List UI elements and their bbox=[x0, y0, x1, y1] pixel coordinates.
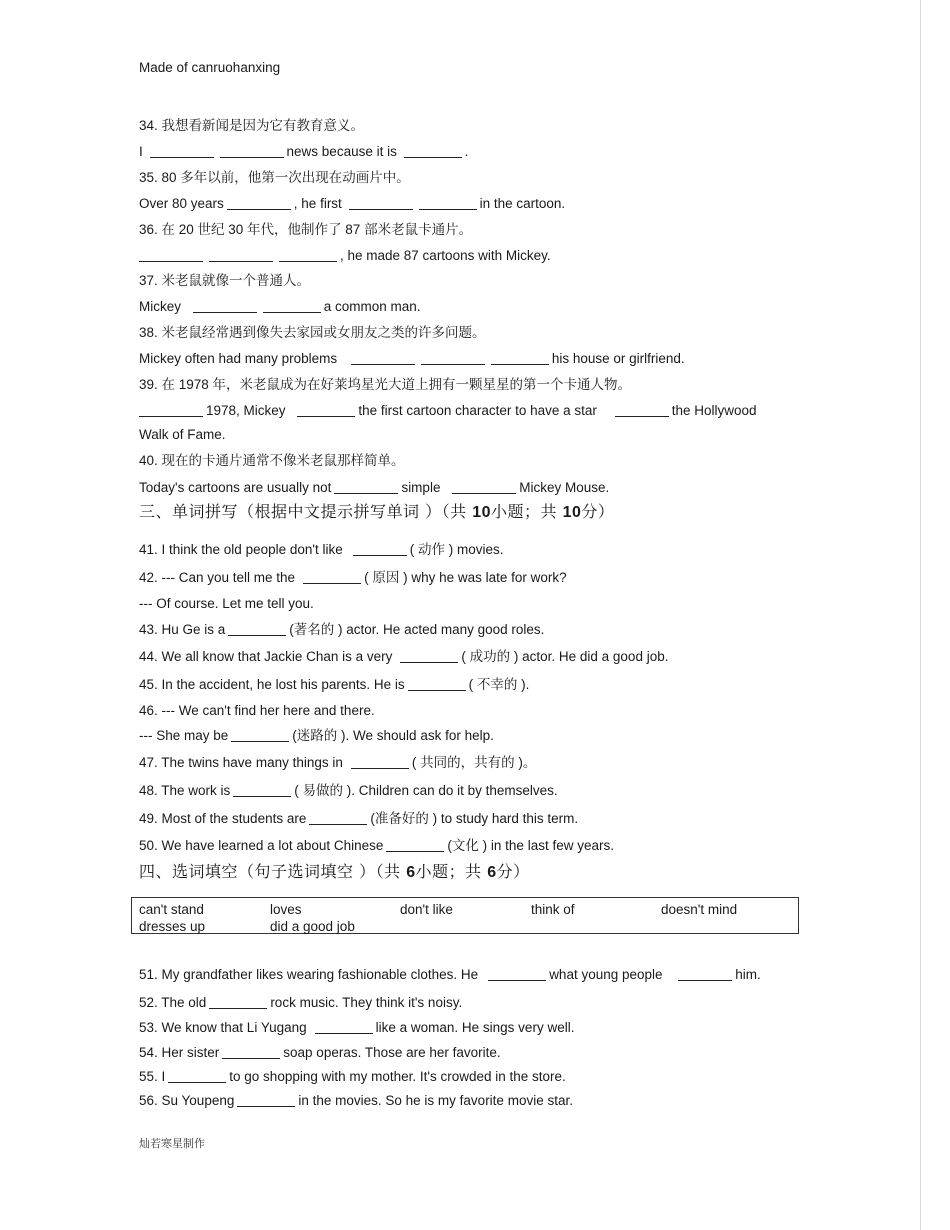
answer-blank[interactable] bbox=[491, 351, 549, 365]
word-option: don't like bbox=[400, 902, 453, 917]
q36-chinese: 36. 在 20 世纪 30 年代，他制作了 87 部米老鼠卡通片。 bbox=[139, 222, 473, 237]
q34-chinese: 34. 我想看新闻是因为它有教育意义。 bbox=[139, 118, 365, 133]
answer-blank[interactable] bbox=[615, 403, 669, 417]
footer-text: 灿若寒星制作 bbox=[139, 1137, 205, 1150]
answer-blank[interactable] bbox=[139, 403, 203, 417]
page-edge bbox=[920, 0, 921, 1230]
q47: 47. The twins have many things in ( 共同的，共有的 )。 bbox=[139, 755, 537, 770]
answer-blank[interactable] bbox=[351, 351, 415, 365]
section-4-heading: 四、选词填空（句子选词填空 ）（共 6小题；共 6分） bbox=[139, 862, 530, 881]
q54: 54. Her sister soap operas. Those are her favorite. bbox=[139, 1045, 501, 1060]
answer-blank[interactable] bbox=[309, 811, 367, 825]
q46: 46. --- We can't find her here and there. bbox=[139, 703, 375, 718]
word-option: dresses up bbox=[139, 919, 206, 934]
answer-blank[interactable] bbox=[452, 480, 516, 494]
answer-blank[interactable] bbox=[349, 196, 413, 210]
answer-blank[interactable] bbox=[279, 248, 337, 262]
answer-blank[interactable] bbox=[400, 649, 458, 663]
header-text: Made of canruohanxing bbox=[139, 60, 281, 75]
word-option: can't stand bbox=[139, 902, 204, 917]
answer-blank[interactable] bbox=[228, 622, 286, 636]
q40-chinese: 40. 现在的卡通片通常不像米老鼠那样简单。 bbox=[139, 453, 405, 468]
answer-blank[interactable] bbox=[303, 570, 361, 584]
answer-blank[interactable] bbox=[150, 144, 214, 158]
q46-reply: --- She may be (迷路的 ). We should ask for help. bbox=[139, 728, 494, 743]
answer-blank[interactable] bbox=[334, 480, 398, 494]
q35-chinese: 35. 80 多年以前，他第一次出现在动画片中。 bbox=[139, 170, 410, 185]
q40-english: Today's cartoons are usually not simple Mickey Mouse. bbox=[139, 480, 610, 495]
answer-blank[interactable] bbox=[209, 995, 267, 1009]
answer-blank[interactable] bbox=[404, 144, 462, 158]
word-option: think of bbox=[531, 902, 575, 917]
answer-blank[interactable] bbox=[678, 967, 732, 981]
answer-blank[interactable] bbox=[227, 196, 291, 210]
q38-english: Mickey often had many problems his house or girlfriend. bbox=[139, 351, 685, 366]
q37-chinese: 37. 米老鼠就像一个普通人。 bbox=[139, 273, 311, 288]
answer-blank[interactable] bbox=[139, 248, 203, 262]
q49: 49. Most of the students are (准备好的 ) to study hard this term. bbox=[139, 811, 579, 826]
word-option: doesn't mind bbox=[661, 902, 738, 917]
answer-blank[interactable] bbox=[297, 403, 355, 417]
answer-blank[interactable] bbox=[353, 542, 407, 556]
q36-english: , he made 87 cartoons with Mickey. bbox=[139, 248, 551, 264]
q56: 56. Su Youpeng in the movies. So he is my favorite movie star. bbox=[139, 1093, 573, 1108]
answer-blank[interactable] bbox=[421, 351, 485, 365]
q42: 42. --- Can you tell me the ( 原因 ) why he was late for work? bbox=[139, 570, 567, 585]
answer-blank[interactable] bbox=[386, 838, 444, 852]
answer-blank[interactable] bbox=[237, 1093, 295, 1107]
answer-blank[interactable] bbox=[222, 1045, 280, 1059]
section-3-heading: 三、单词拼写（根据中文提示拼写单词 ）（共 10小题；共 10分） bbox=[139, 502, 615, 521]
q43: 43. Hu Ge is a (著名的 ) actor. He acted many good roles. bbox=[139, 622, 545, 637]
answer-blank[interactable] bbox=[315, 1020, 373, 1034]
answer-blank[interactable] bbox=[233, 783, 291, 797]
q55: 55. I to go shopping with my mother. It's crowded in the store. bbox=[139, 1069, 566, 1084]
q48: 48. The work is ( 易做的 ). Children can do it by themselves. bbox=[139, 783, 558, 798]
q41: 41. I think the old people don't like ( 动作 ) movies. bbox=[139, 542, 504, 557]
answer-blank[interactable] bbox=[263, 299, 321, 313]
q38-chinese: 38. 米老鼠经常遇到像失去家园或女朋友之类的许多问题。 bbox=[139, 325, 486, 340]
q37-english: Mickey a common man. bbox=[139, 299, 421, 314]
answer-blank[interactable] bbox=[488, 967, 546, 981]
answer-blank[interactable] bbox=[351, 755, 409, 769]
answer-blank[interactable] bbox=[193, 299, 257, 313]
q45: 45. In the accident, he lost his parents. He is ( 不幸的 ). bbox=[139, 677, 530, 692]
q50: 50. We have learned a lot about Chinese (文化 ) in the last few years. bbox=[139, 838, 614, 853]
q39-english: 1978, Mickey the first cartoon character to have a star the Hollywood bbox=[139, 403, 757, 419]
q39-chinese: 39. 在 1978 年，米老鼠成为在好莱坞星光大道上拥有一颗星星的第一个卡通人物。 bbox=[139, 377, 632, 392]
q52: 52. The old rock music. They think it's noisy. bbox=[139, 995, 463, 1010]
word-option: loves bbox=[270, 902, 302, 917]
answer-blank[interactable] bbox=[419, 196, 477, 210]
q39-english-cont: Walk of Fame. bbox=[139, 427, 226, 442]
q35-english: Over 80 years , he first in the cartoon. bbox=[139, 196, 566, 211]
q51: 51. My grandfather likes wearing fashionable clothes. He what young people him. bbox=[139, 967, 761, 982]
answer-blank[interactable] bbox=[209, 248, 273, 262]
answer-blank[interactable] bbox=[220, 144, 284, 158]
answer-blank[interactable] bbox=[231, 728, 289, 742]
answer-blank[interactable] bbox=[408, 677, 466, 691]
q44: 44. We all know that Jackie Chan is a very ( 成功的 ) actor. He did a good job. bbox=[139, 649, 669, 664]
answer-blank[interactable] bbox=[168, 1069, 226, 1083]
word-option: did a good job bbox=[270, 919, 355, 934]
q53: 53. We know that Li Yugang like a woman. He sings very well. bbox=[139, 1020, 575, 1035]
word-bank-box bbox=[131, 897, 799, 934]
q42-reply: --- Of course. Let me tell you. bbox=[139, 596, 314, 611]
q34-english: I news because it is . bbox=[139, 144, 469, 159]
